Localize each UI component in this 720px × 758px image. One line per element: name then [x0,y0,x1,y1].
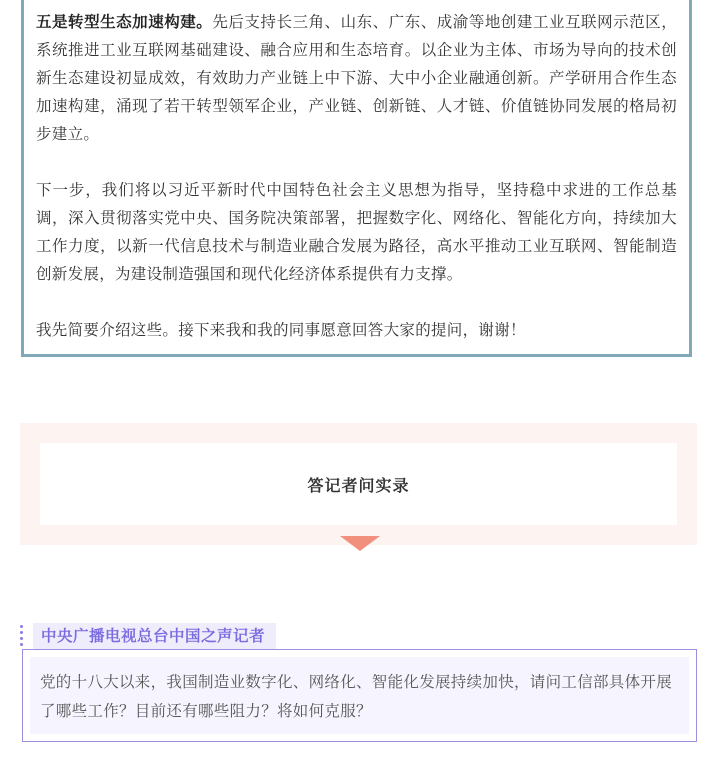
down-arrow-icon [340,536,380,551]
notch-decoration [345,423,373,437]
reporter-tag: 中央广播电视总台中国之声记者 [33,623,276,649]
quote-box [21,0,692,357]
paragraph-lead: 五是转型生态加速构建。 [36,13,213,31]
paragraph-body: 先后支持长三角、山东、广东、成渝等地创建工业互联网示范区，系统推进工业互联网基础建设、融合应用和生态培育。以企业为主体、市场为导向的技术创新生态建设初显成效，有效助力产业链上中下游、大中小企业融通创新。产学研用合作生态加速构建，涌现了若干转型领军企业，产业链、创新链、人才链、价值链协同发展的格局初步建立。 [36,13,677,143]
question-box [22,649,697,742]
quote-paragraph-1 [36,8,677,148]
dots-icon [20,625,24,649]
section-header-card [40,443,677,525]
question-text: 党的十八大以来，我国制造业数字化、网络化、智能化发展持续加快，请问工信部具体开展了哪些工作？目前还有哪些阻力？将如何克服？ [30,657,689,734]
section-header-band [20,423,697,545]
section-title: 答记者问实录 [307,475,410,495]
quote-paragraph-2: 下一步，我们将以习近平新时代中国特色社会主义思想为指导，坚持稳中求进的工作总基调，深入贯彻落实党中央、国务院决策部署，把握数字化、网络化、智能化方向，持续加大工作力度，以新一代信息技术与制造业融合发展为路径，高水平推动工业互联网、智能制造创新发展，为建设制造强国和现代化经济体系提供有力支撑。 [36,181,677,283]
quote-paragraph-3: 我先简要介绍这些。接下来我和我的同事愿意回答大家的提问，谢谢！ [36,321,526,339]
